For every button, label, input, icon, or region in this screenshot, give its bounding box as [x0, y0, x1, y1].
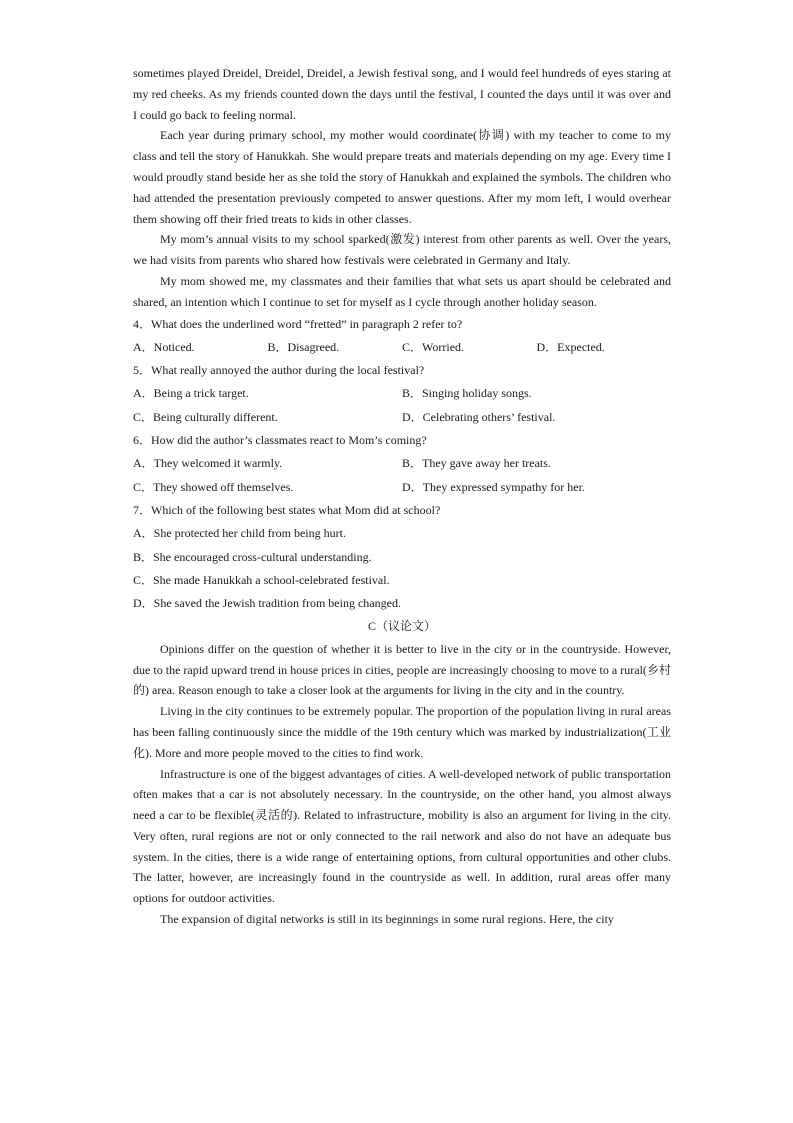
section-title: C（议论文）: [367, 619, 436, 634]
option-d: D．She saved the Jewish tradition from being changed.: [133, 596, 401, 611]
option-c: C．Being culturally different.: [133, 409, 278, 424]
option-row: [133, 406, 671, 429]
option-d: D．Expected.: [536, 339, 605, 354]
option-row: [133, 592, 671, 615]
question-stem: 4．What does the underlined word “fretted” in paragraph 2 refer to?: [133, 316, 463, 331]
option-row: [133, 569, 671, 592]
question-4: [133, 313, 671, 360]
option-row: [133, 336, 671, 359]
option-row: [133, 452, 671, 475]
option-d: D．Celebrating others’ festival.: [402, 409, 556, 424]
page-content: [133, 63, 671, 930]
option-d: D．They expressed sympathy for her.: [402, 479, 585, 494]
paragraph: My mom’s annual visits to my school sparked(激发) interest from other parents as well. Over the years, we had visits from parents who shared how festivals were celebrated in Germany and Italy.: [133, 232, 671, 268]
option-row: [133, 546, 671, 569]
option-c: C．They showed off themselves.: [133, 479, 294, 494]
option-row: [133, 382, 671, 405]
paragraph: Infrastructure is one of the biggest advantages of cities. A well-developed network of public transportation often makes that a car is not absolutely necessary. In the countryside, on the other hand, you almost always need a car to be flexible(灵活的). Related to infrastructure, mobility is also an argument for living in the city. Very often, rural regions are not or only connected to the rail network and also do not have an adequate bus system. In the cities, there is a wide range of entertaining options, from cultural opportunities and other clubs. The latter, however, are increasingly found in the countryside as well. In addition, rural areas offer many options for outdoor activities.: [133, 766, 671, 906]
option-b: B．They gave away her treats.: [402, 456, 551, 471]
paragraph: Each year during primary school, my mother would coordinate(协调) with my teacher to come to my class and tell the story of Hanukkah. She would prepare treats and materials depending on my age. Every time I would proudly stand beside her as she told the story of Hanukkah and explained the symbols. The children who had attended the presentation previously competed to answer questions. After my mom left, I would overhear them showing off their fried treats to kids in other classes.: [133, 128, 671, 226]
question-stem: 7．Which of the following best states what Mom did at school?: [133, 502, 441, 517]
question-stem: 5．What really annoyed the author during the local festival?: [133, 363, 425, 378]
paragraph: Opinions differ on the question of whether it is better to live in the city or in the countryside. However, due to the rapid upward trend in house prices in cities, people are increasingly choosing to move to a rural(乡村的) area. Reason enough to take a closer look at the arguments for living in the city and in the country.: [133, 641, 671, 698]
passage-c: [133, 639, 671, 930]
option-row: [133, 476, 671, 499]
paragraph: sometimes played Dreidel, Dreidel, Dreidel, a Jewish festival song, and I would feel hundreds of eyes staring at my red cheeks. As my friends counted down the days until the festival, I counted the days until it was over and I could go back to feeling normal.: [133, 66, 671, 122]
question-7: [133, 499, 671, 615]
passage-b-tail: [133, 63, 671, 313]
option-b: B．Disagreed.: [267, 339, 340, 354]
option-row: [133, 522, 671, 545]
paragraph: My mom showed me, my classmates and their families that what sets us apart should be celebrated and shared, an intention which I continue to set for myself as I cycle through another holiday season.: [133, 273, 671, 309]
option-b: B．Singing holiday songs.: [402, 386, 532, 401]
paragraph: Living in the city continues to be extremely popular. The proportion of the population living in rural areas has been falling continuously since the middle of the 19th century which was marked by industrialization(工业化). More and more people moved to the cities to find work.: [133, 704, 671, 760]
option-a: A．She protected her child from being hurt.: [133, 526, 346, 541]
question-6: [133, 429, 671, 499]
option-b: B．She encouraged cross-cultural understanding.: [133, 549, 372, 564]
option-a: A．They welcomed it warmly.: [133, 456, 283, 471]
paragraph: The expansion of digital networks is still in its beginnings in some rural regions. Here, the city: [160, 912, 614, 927]
option-c: C．Worried.: [402, 339, 465, 354]
option-a: A．Being a trick target.: [133, 386, 249, 401]
option-a: A．Noticed.: [133, 339, 195, 354]
question-stem: 6．How did the author’s classmates react to Mom’s coming?: [133, 433, 427, 448]
question-5: [133, 359, 671, 429]
option-c: C．She made Hanukkah a school-celebrated festival.: [133, 572, 390, 587]
